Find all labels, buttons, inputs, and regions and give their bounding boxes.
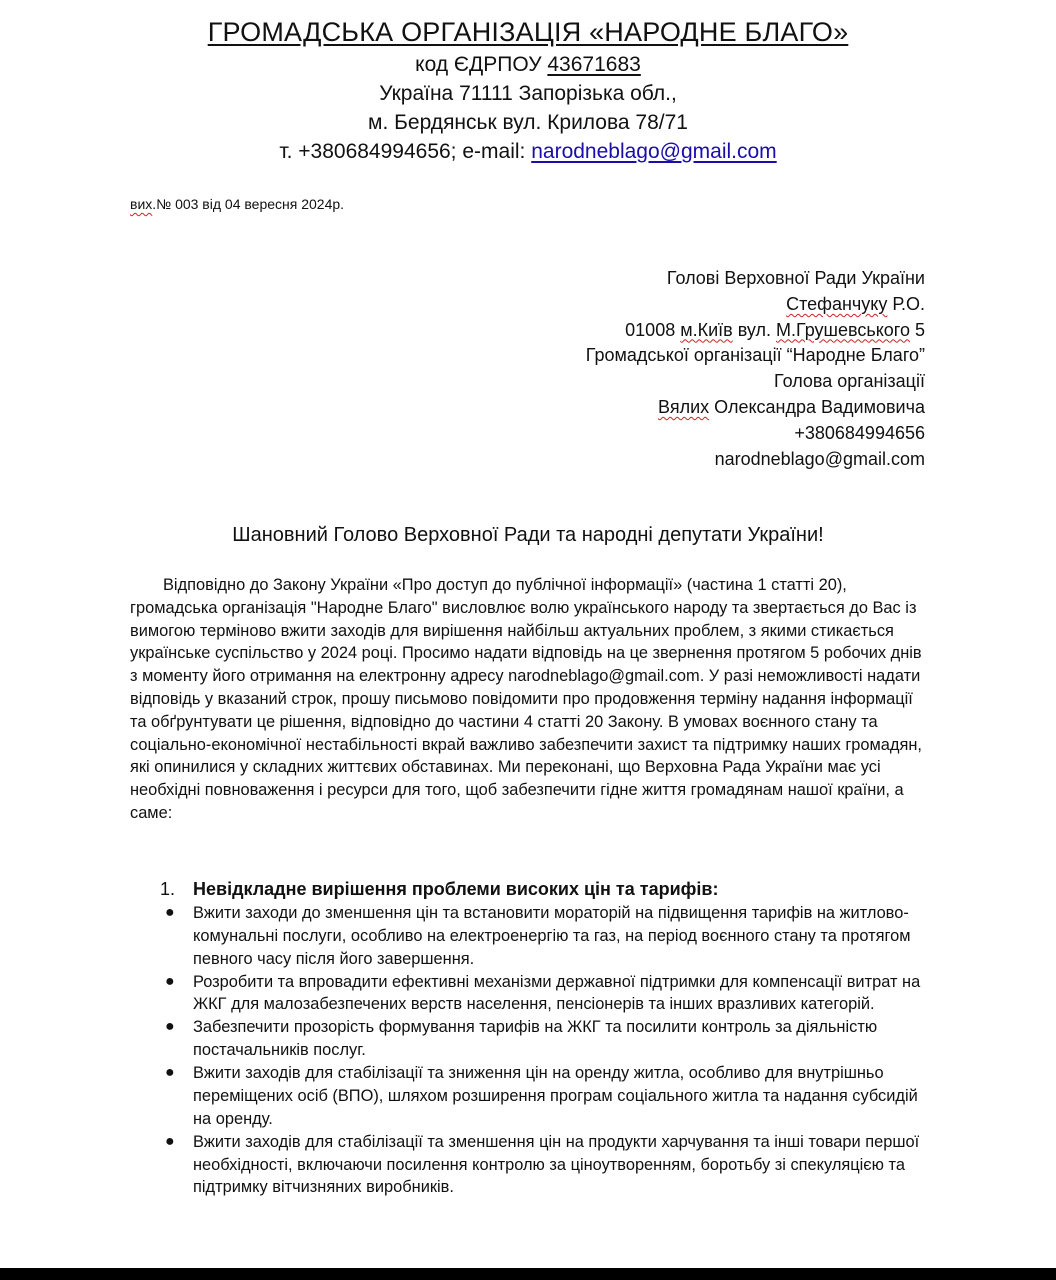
address-line-1: Україна 71111 Запорізька обл., <box>379 82 677 105</box>
bullet-icon: ● <box>165 904 175 921</box>
city: м.Київ <box>680 319 733 340</box>
list-item <box>160 1131 930 1199</box>
list-item-text: Забезпечити прозорість формування тарифів на ЖКГ та посилити контроль за діяльністю постачальників послуг. <box>193 1018 878 1060</box>
street-name: М.Грушевського <box>775 319 910 340</box>
addressee-line-2 <box>586 292 925 318</box>
addressee-line-8: narodneblago@gmail.com <box>714 448 925 469</box>
outgoing-prefix: вих <box>130 196 153 212</box>
edrpou-line <box>0 50 1056 79</box>
intro-paragraph: Відповідно до Закону України «Про доступ до публічної інформації» (частина 1 статті 20), громадська організація "Народне Благо" висловлює волю українського народу та звертається до Вас із вимогою терміново вжити заходів для вирішення найбільш актуальних проблем, з якими стикається українське суспільство у 2024 році. Просимо надати відповідь на це звернення протягом 5 робочих днів з моменту його отримання на електронну адресу narodneblago@gmail.com. У разі неможливості надати відповідь у вказаний строк, прошу письмово повідомити про продовження терміну надання інформації та обґрунтувати це рішення, відповідно до частини 4 статті 20 Закону. В умовах воєнного стану та соціально-економічної нестабільності вкрай важливо забезпечити захист та підтримку наших громадян, які опинилися у складних життєвих обставинах. Ми переконані, що Верховна Рада України має усі необхідні повноваження і ресурси для того, щоб забезпечити гідне життя громадянам нашої країни, а саме: <box>130 576 922 822</box>
list-item <box>160 1062 930 1130</box>
addressee-line-6 <box>586 395 925 421</box>
addressee-surname: Стефанчуку <box>786 293 888 314</box>
contact-line <box>0 137 1056 166</box>
list-item <box>160 1016 930 1062</box>
addressee-block <box>586 266 925 472</box>
list-item-text: Розробити та впровадити ефективні механізми державної підтримки для компенсації витрат на ЖКГ для малозабезпечених верств населення, пенсіонерів та інших вразливих категорій. <box>193 972 921 1014</box>
bullet-icon: ● <box>165 1064 175 1082</box>
section-1-title <box>160 877 718 901</box>
bullet-icon: ● <box>165 1132 175 1150</box>
phone-prefix: т. +380684994656; e-mail: <box>279 140 526 163</box>
section-1-number: 1. <box>160 879 176 899</box>
page-bottom-edge <box>0 1268 1056 1280</box>
sender-name-rest: Олександра Вадимовича <box>709 396 925 417</box>
organization-name: ГРОМАДСЬКА ОРГАНІЗАЦІЯ «НАРОДНЕ БЛАГО» <box>207 17 849 47</box>
addressee-line-4: Громадської організації “Народне Благо” <box>585 345 925 366</box>
list-item <box>160 902 930 970</box>
letterhead <box>0 14 1056 166</box>
section-1-bullet-list <box>160 902 930 1199</box>
building-number: 5 <box>909 319 925 340</box>
list-item-text: Вжити заходи до зменшення цін та встановити мораторій на підвищення тарифів на житлово-комунальні послуги, особливо на електроенергію та газ, на період воєнного стану та протягом певного часу після його завершення. <box>193 904 911 968</box>
bullet-icon: ● <box>165 972 175 990</box>
email-link[interactable]: narodneblago@gmail.com <box>531 140 777 163</box>
addressee-line-5: Голова організації <box>774 371 925 392</box>
addressee-line-3 <box>586 318 925 344</box>
section-1-heading: Невідкладне вирішення проблеми високих цін та тарифів: <box>193 879 719 899</box>
edrpou-number: 43671683 <box>547 53 641 76</box>
addressee-line-1: Голові Верховної Ради України <box>666 268 925 288</box>
street-prefix: вул. <box>732 319 776 340</box>
bullet-icon: ● <box>165 1018 175 1036</box>
list-item-text: Вжити заходів для стабілізації та зниження цін на оренду житла, особливо для внутрішньо переміщених осіб (ВПО), шляхом розширення програм соціального житла та надання субсидій на оренду. <box>193 1064 918 1128</box>
postal-code: 01008 <box>625 319 681 340</box>
addressee-initials: Р.О. <box>887 293 925 314</box>
outgoing-number <box>130 195 344 213</box>
address-line-2: м. Бердянськ вул. Крилова 78/71 <box>368 111 688 134</box>
greeting: Шановний Голово Верховної Ради та народні депутати України! <box>232 524 824 546</box>
outgoing-rest: .№ 003 від 04 вересня 2024р. <box>152 196 345 212</box>
list-item-text: Вжити заходів для стабілізації та зменшення цін на продукти харчування та інші товари першої необхідності, включаючи посилення контролю за ціноутворенням, боротьбу зі спекуляцією та підтримку вітчизняних виробників. <box>193 1132 920 1197</box>
sender-surname: Вялих <box>658 396 710 417</box>
edrpou-label: код ЄДРПОУ <box>415 53 542 76</box>
list-item <box>160 971 930 1017</box>
addressee-line-7: +380684994656 <box>794 422 925 443</box>
